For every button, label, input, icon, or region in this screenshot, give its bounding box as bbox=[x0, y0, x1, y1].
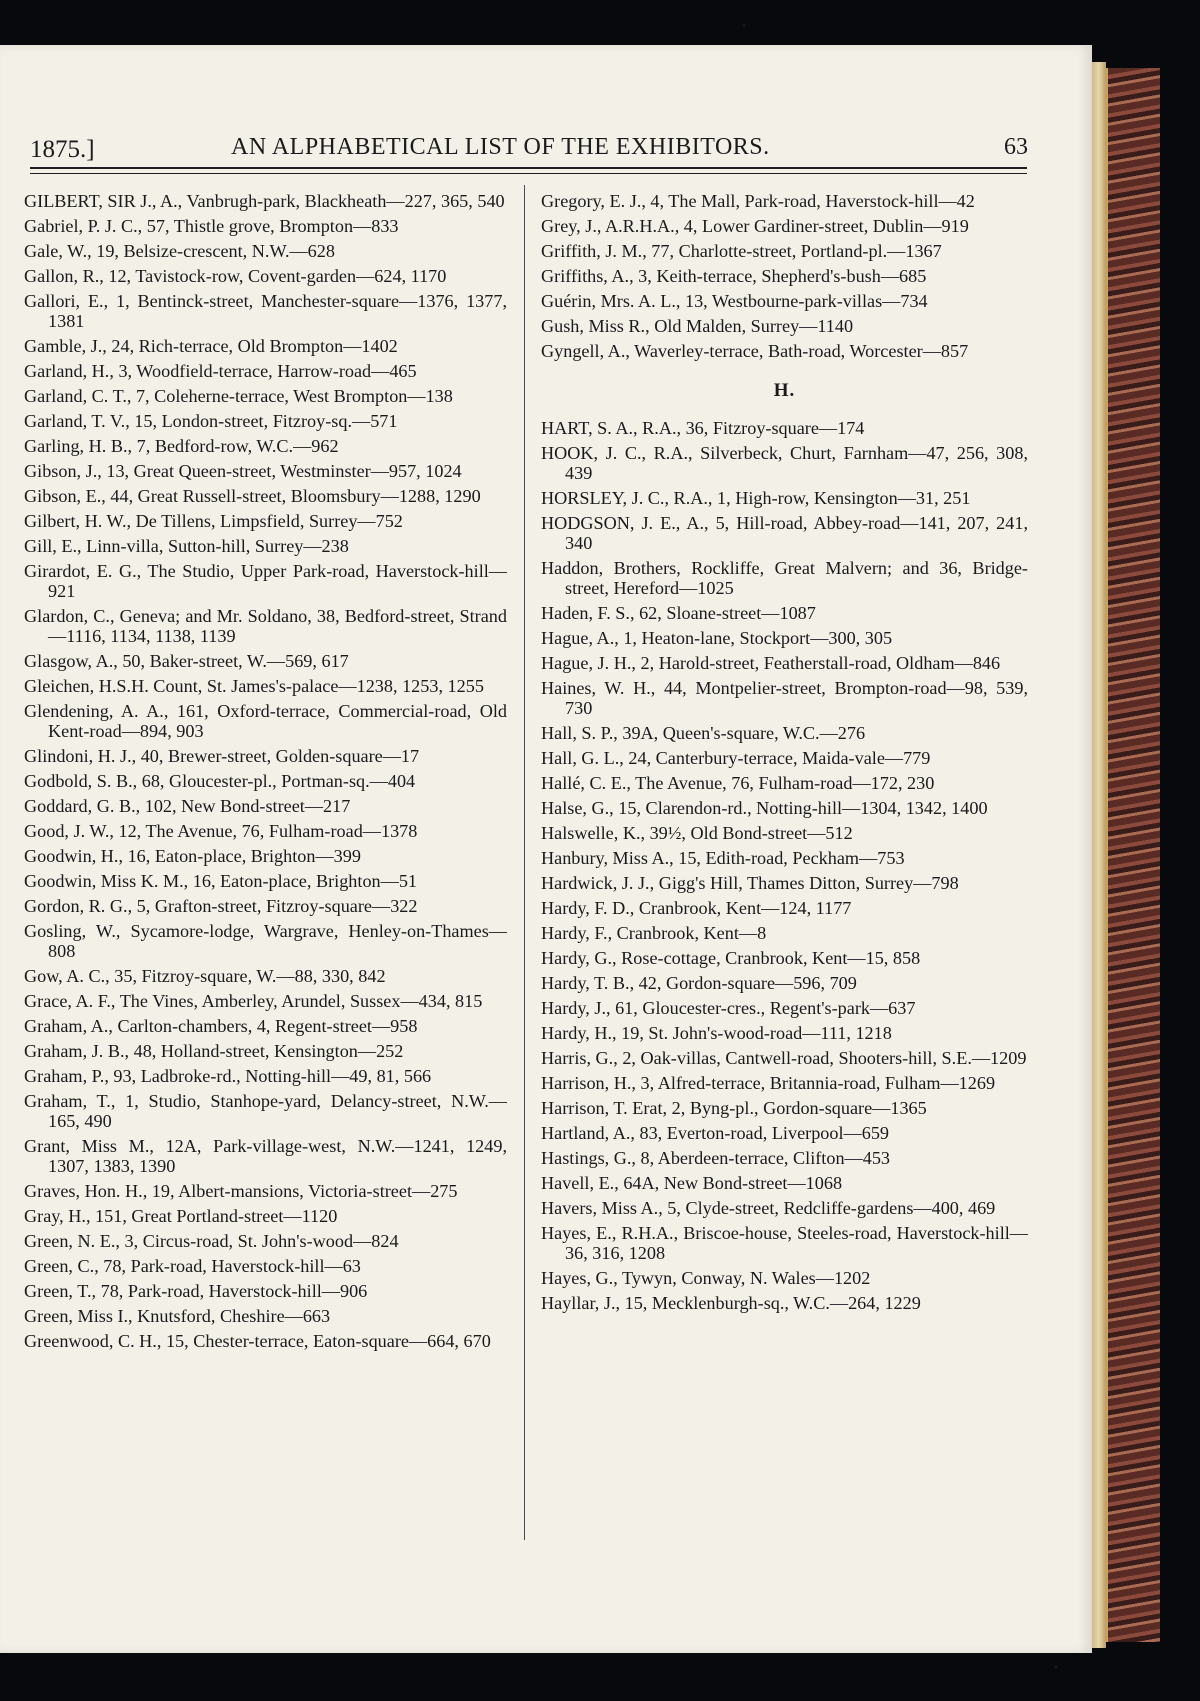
exhibitor-entry: Gale, W., 19, Belsize-crescent, N.W.—628 bbox=[24, 241, 335, 261]
exhibitor-entry: Gibson, J., 13, Great Queen-street, Westminster—957, 1024 bbox=[24, 461, 462, 481]
exhibitor-entry: Goodwin, Miss K. M., 16, Eaton-place, Brighton—51 bbox=[24, 871, 418, 891]
exhibitor-entry: Graves, Hon. H., 19, Albert-mansions, Victoria-street—275 bbox=[24, 1181, 458, 1201]
exhibitor-entry: Gregory, E. J., 4, The Mall, Park-road, Haverstock-hill—42 bbox=[541, 191, 975, 211]
exhibitor-entry: HART, S. A., R.A., 36, Fitzroy-square—174 bbox=[541, 418, 865, 438]
exhibitor-entry: Grey, J., A.R.H.A., 4, Lower Gardiner-street, Dublin—919 bbox=[541, 216, 969, 236]
marbled-book-edge bbox=[1106, 68, 1160, 1642]
exhibitor-entry: Glendening, A. A., 161, Oxford-terrace, Commercial-road, Old Kent-road—894, 903 bbox=[24, 701, 507, 741]
exhibitor-entry: Hardy, F. D., Cranbrook, Kent—124, 1177 bbox=[541, 898, 852, 918]
exhibitor-entry: Gleichen, H.S.H. Count, St. James's-palace—1238, 1253, 1255 bbox=[24, 676, 484, 696]
exhibitor-entry: Hayes, E., R.H.A., Briscoe-house, Steeles-road, Haverstock-hill—36, 316, 1208 bbox=[541, 1223, 1028, 1263]
section-heading-h: H. bbox=[773, 380, 796, 401]
exhibitor-entry: Gallori, E., 1, Bentinck-street, Manchester-square—1376, 1377, 1381 bbox=[24, 291, 507, 331]
exhibitor-entry: Halswelle, K., 39½, Old Bond-street—512 bbox=[541, 823, 853, 843]
exhibitor-entry: Graham, J. B., 48, Holland-street, Kensington—252 bbox=[24, 1041, 404, 1061]
exhibitor-entry: Hastings, G., 8, Aberdeen-terrace, Clifton—453 bbox=[541, 1148, 891, 1168]
exhibitor-entry: Graham, P., 93, Ladbroke-rd., Notting-hill—49, 81, 566 bbox=[24, 1066, 432, 1086]
exhibitor-entry: Grant, Miss M., 12A, Park-village-west, N.W.—1241, 1249, 1307, 1383, 1390 bbox=[24, 1136, 507, 1176]
exhibitor-entry: Hague, A., 1, Heaton-lane, Stockport—300, 305 bbox=[541, 628, 893, 648]
exhibitor-entry: Hall, G. L., 24, Canterbury-terrace, Maida-vale—779 bbox=[541, 748, 931, 768]
exhibitor-entry: Havers, Miss A., 5, Clyde-street, Redcliffe-gardens—400, 469 bbox=[541, 1198, 996, 1218]
exhibitor-entry: Garland, H., 3, Woodfield-terrace, Harrow-road—465 bbox=[24, 361, 417, 381]
exhibitor-entry: Garling, H. B., 7, Bedford-row, W.C.—962 bbox=[24, 436, 339, 456]
exhibitor-entry: Grace, A. F., The Vines, Amberley, Arundel, Sussex—434, 815 bbox=[24, 991, 483, 1011]
exhibitor-entry: Halse, G., 15, Clarendon-rd., Notting-hill—1304, 1342, 1400 bbox=[541, 798, 988, 818]
exhibitor-entry: Gray, H., 151, Great Portland-street—1120 bbox=[24, 1206, 338, 1226]
exhibitor-entry: Glardon, C., Geneva; and Mr. Soldano, 38, Bedford-street, Strand—1116, 1134, 1138, 1139 bbox=[24, 606, 507, 646]
book-page-edges bbox=[1092, 62, 1106, 1648]
exhibitor-entry: Gosling, W., Sycamore-lodge, Wargrave, Henley-on-Thames—808 bbox=[24, 921, 507, 961]
header-title: AN ALPHABETICAL LIST OF THE EXHIBITORS. bbox=[231, 134, 770, 160]
exhibitor-entry: Gush, Miss R., Old Malden, Surrey—1140 bbox=[541, 316, 854, 336]
exhibitor-entry: Harrison, T. Erat, 2, Byng-pl., Gordon-square—1365 bbox=[541, 1098, 927, 1118]
exhibitor-entry: Hayllar, J., 15, Mecklenburgh-sq., W.C.—264, 1229 bbox=[541, 1293, 921, 1313]
exhibitor-entry: HODGSON, J. E., A., 5, Hill-road, Abbey-road—141, 207, 241, 340 bbox=[541, 513, 1028, 553]
header-year: 1875.] bbox=[30, 136, 95, 163]
exhibitor-entry: HORSLEY, J. C., R.A., 1, High-row, Kensington—31, 251 bbox=[541, 488, 971, 508]
right-column-g-entries bbox=[541, 191, 1028, 361]
running-head bbox=[26, 132, 1028, 166]
exhibitor-entry: Green, N. E., 3, Circus-road, St. John's-wood—824 bbox=[24, 1231, 399, 1251]
exhibitor-entry: Garland, C. T., 7, Coleherne-terrace, West Brompton—138 bbox=[24, 386, 453, 406]
exhibitor-entry: GILBERT, SIR J., A., Vanbrugh-park, Blackheath—227, 365, 540 bbox=[24, 191, 505, 211]
exhibitor-entry: Hardwick, J. J., Gigg's Hill, Thames Ditton, Surrey—798 bbox=[541, 873, 959, 893]
exhibitor-entry: Gallon, R., 12, Tavistock-row, Covent-garden—624, 1170 bbox=[24, 266, 447, 286]
exhibitor-entry: HOOK, J. C., R.A., Silverbeck, Churt, Farnham—47, 256, 308, 439 bbox=[541, 443, 1028, 483]
exhibitor-entry: Good, J. W., 12, The Avenue, 76, Fulham-road—1378 bbox=[24, 821, 418, 841]
exhibitor-entry: Hardy, H., 19, St. John's-wood-road—111, 1218 bbox=[541, 1023, 892, 1043]
exhibitor-entry: Hardy, F., Cranbrook, Kent—8 bbox=[541, 923, 767, 943]
exhibitor-entry: Haddon, Brothers, Rockliffe, Great Malvern; and 36, Bridge-street, Hereford—1025 bbox=[541, 558, 1028, 598]
header-rule-thin bbox=[30, 173, 1027, 174]
exhibitor-entry: Greenwood, C. H., 15, Chester-terrace, Eaton-square—664, 670 bbox=[24, 1331, 491, 1351]
exhibitor-entry: Gibson, E., 44, Great Russell-street, Bloomsbury—1288, 1290 bbox=[24, 486, 481, 506]
exhibitor-entry: Graham, A., Carlton-chambers, 4, Regent-street—958 bbox=[24, 1016, 418, 1036]
exhibitor-entry: Goddard, G. B., 102, New Bond-street—217 bbox=[24, 796, 351, 816]
exhibitor-entry: Garland, T. V., 15, London-street, Fitzroy-sq.—571 bbox=[24, 411, 398, 431]
exhibitor-entry: Hardy, J., 61, Gloucester-cres., Regent's-park—637 bbox=[541, 998, 916, 1018]
exhibitor-entry: Gordon, R. G., 5, Grafton-street, Fitzroy-square—322 bbox=[24, 896, 418, 916]
right-column bbox=[541, 191, 1028, 1318]
exhibitor-entry: Girardot, E. G., The Studio, Upper Park-road, Haverstock-hill—921 bbox=[24, 561, 507, 601]
exhibitor-entry: Hardy, G., Rose-cottage, Cranbrook, Kent—15, 858 bbox=[541, 948, 921, 968]
exhibitor-entry: Haden, F. S., 62, Sloane-street—1087 bbox=[541, 603, 816, 623]
page-number: 63 bbox=[1004, 134, 1028, 160]
exhibitor-entry: Haines, W. H., 44, Montpelier-street, Brompton-road—98, 539, 730 bbox=[541, 678, 1028, 718]
exhibitor-entry: Hague, J. H., 2, Harold-street, Featherstall-road, Oldham—846 bbox=[541, 653, 1001, 673]
exhibitor-entry: Gyngell, A., Waverley-terrace, Bath-road, Worcester—857 bbox=[541, 341, 969, 361]
exhibitor-entry: Green, Miss I., Knutsford, Cheshire—663 bbox=[24, 1306, 331, 1326]
exhibitor-entry: Green, T., 78, Park-road, Haverstock-hill—906 bbox=[24, 1281, 368, 1301]
exhibitor-entry: Guérin, Mrs. A. L., 13, Westbourne-park-villas—734 bbox=[541, 291, 928, 311]
right-column-h-entries bbox=[541, 418, 1028, 1313]
exhibitor-entry: Griffiths, A., 3, Keith-terrace, Shepherd's-bush—685 bbox=[541, 266, 927, 286]
exhibitor-entry: Havell, E., 64A, New Bond-street—1068 bbox=[541, 1173, 843, 1193]
exhibitor-entry: Hallé, C. E., The Avenue, 76, Fulham-road—172, 230 bbox=[541, 773, 935, 793]
exhibitor-entry: Gow, A. C., 35, Fitzroy-square, W.—88, 330, 842 bbox=[24, 966, 386, 986]
exhibitor-entry: Hardy, T. B., 42, Gordon-square—596, 709 bbox=[541, 973, 857, 993]
column-divider bbox=[524, 185, 525, 1540]
exhibitor-entry: Griffith, J. M., 77, Charlotte-street, Portland-pl.—1367 bbox=[541, 241, 942, 261]
left-column bbox=[24, 191, 507, 1356]
exhibitor-entry: Gabriel, P. J. C., 57, Thistle grove, Brompton—833 bbox=[24, 216, 399, 236]
exhibitor-entry: Gamble, J., 24, Rich-terrace, Old Brompton—1402 bbox=[24, 336, 398, 356]
exhibitor-entry: Goodwin, H., 16, Eaton-place, Brighton—399 bbox=[24, 846, 361, 866]
exhibitor-entry: Gilbert, H. W., De Tillens, Limpsfield, Surrey—752 bbox=[24, 511, 403, 531]
exhibitor-entry: Hayes, G., Tywyn, Conway, N. Wales—1202 bbox=[541, 1268, 871, 1288]
exhibitor-entry: Hall, S. P., 39A, Queen's-square, W.C.—276 bbox=[541, 723, 866, 743]
exhibitor-entry: Harrison, H., 3, Alfred-terrace, Britannia-road, Fulham—1269 bbox=[541, 1073, 996, 1093]
exhibitor-entry: Glindoni, H. J., 40, Brewer-street, Golden-square—17 bbox=[24, 746, 420, 766]
exhibitor-entry: Green, C., 78, Park-road, Haverstock-hill—63 bbox=[24, 1256, 361, 1276]
exhibitor-entry: Hanbury, Miss A., 15, Edith-road, Peckham—753 bbox=[541, 848, 905, 868]
exhibitor-entry: Harris, G., 2, Oak-villas, Cantwell-road, Shooters-hill, S.E.—1209 bbox=[541, 1048, 1027, 1068]
exhibitor-entry: Godbold, S. B., 68, Gloucester-pl., Portman-sq.—404 bbox=[24, 771, 416, 791]
exhibitor-entry: Graham, T., 1, Studio, Stanhope-yard, Delancy-street, N.W.—165, 490 bbox=[24, 1091, 507, 1131]
exhibitor-entry: Gill, E., Linn-villa, Sutton-hill, Surrey—238 bbox=[24, 536, 349, 556]
exhibitor-entry: Hartland, A., 83, Everton-road, Liverpool—659 bbox=[541, 1123, 890, 1143]
exhibitor-entry: Glasgow, A., 50, Baker-street, W.—569, 617 bbox=[24, 651, 349, 671]
header-rule bbox=[30, 167, 1027, 169]
